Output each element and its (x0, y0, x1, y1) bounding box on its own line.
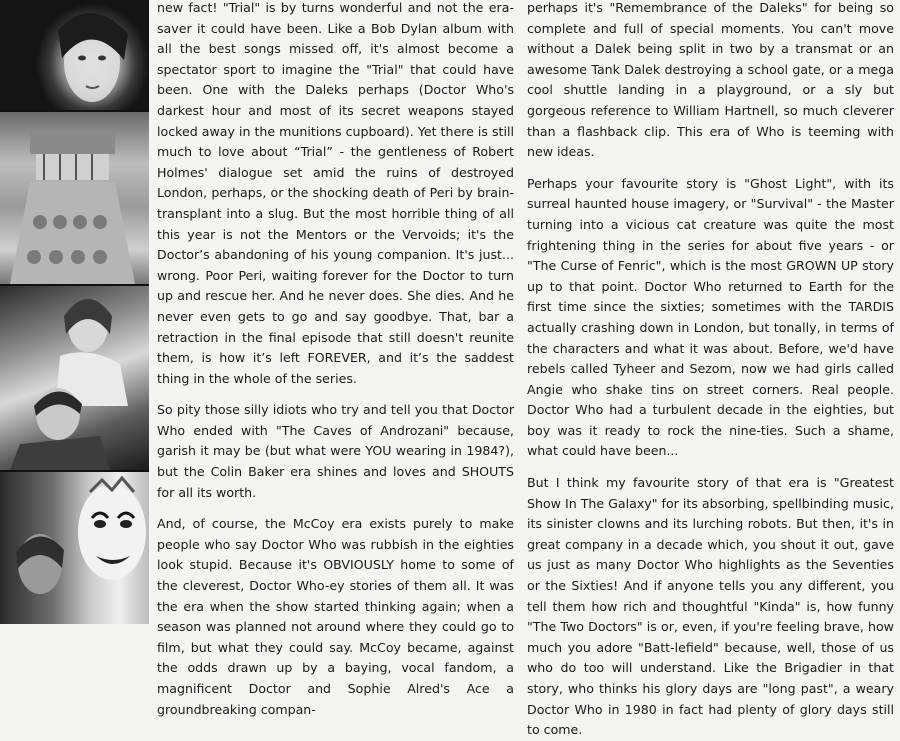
clown-mask-illustration (0, 472, 149, 624)
doctor-and-companion-illustration (0, 286, 149, 470)
dalek-illustration (0, 112, 149, 284)
clown-mask-photo (0, 472, 149, 624)
paragraph: And, of course, the McCoy era exists purely to make people who say Doctor Who was rubbish in the eighties look stupid. Because it's OBVIOUSLY home to some of the cleverest, Doctor Who-ey stories of them all. It was the era when the show started thinking again; when a season was planned not around where they could go to film, but what they could say. McCoy became, against the odds drawn up by a baying, vocal fandom, a magnificent Doctor and Sophie Alred's Ace a groundbreaking compan- (157, 516, 514, 717)
photo-strip (0, 0, 149, 624)
woman-portrait-photo (0, 0, 149, 110)
woman-portrait-illustration (0, 0, 149, 110)
paragraph: But I think my favourite story of that era is "Greatest Show In The Galaxy" for its absorbing, spellbinding music, its sinister clowns and its lurching robots. But then, it's in great company in a decade which, you shout it out, gave us just as many Doctor Who highlights as the Seventies or the Sixties! And if anyone tells you any different, you tell them how rich and thoughtful "Kinda" is, how funny "The Two Doctors" is or, even, if you're feeling brave, how much you adore "Batt-lefield" because, well, those of us who do too will understand. Like the Brigadier in that story, who thinks his glory days are "long past", a weary Doctor Who in 1980 in fact had plenty of glory days still to come. (527, 475, 894, 738)
paragraph: So pity those silly idiots who try and tell you that Doctor Who ended with "The Caves of Androzani" because, garish it may be (but what were YOU wearing in 1984?), but the Colin Baker era shines and loves and SHOUTS for all its worth. (157, 402, 514, 500)
paragraph: perhaps it's "Remembrance of the Daleks" for being so complete and full of special moments. You can't move without a Dalek being split in two by a transmat or an awesome Tank Dalek destroying a school gate, or a mega cool shuttle landing in a playground, or a sly but gorgeous reference to William Hartnell, so much cleverer than a flashback clip. This era of Who is teeming with new ideas. (527, 0, 894, 160)
paragraph: Perhaps your favourite story is "Ghost Light", with its surreal haunted house imagery, or "Survival" - the Master turning into a vicious cat creature was quite the most frightening thing in the series for about five years - or "The Curse of Fenric", which is the most GROWN UP story up to that point. Doctor Who returned to Earth for the first time since the sixties; sometimes with the TARDIS actually crashing down in London, but tonally, in terms of the characters and what it was about. Before, we'd have rebels called Tyheer and Sezom, now we had girls called Angie who shake tins on street corners. Real people. Doctor Who had a turbulent decade in the eighties, but boy was it ready to rock the nine-ties. Such a shame, what could have been... (527, 175, 894, 459)
paragraph: new fact! "Trial" is by turns wonderful and not the era-saver it could have been. Like a Bob Dylan album with all the best songs missed off, it's almost become a spectator sport to imagine the "Trial" that could have been. One with the Daleks perhaps (Doctor Who's darkest hour and most of its secret weapons stayed locked away in the munitions cupboard). Yet there is still much to love about “Trial” - the gentleness of Robert Holmes' dialogue set amid the ruins of destroyed London, perhaps, or the shocking death of Peri by brain-transplant into a slug. But the most horrible thing of all this year is not the Mentors or the Vervoids; it's the Doctor’s abandoning of his young companion. It's just... wrong. Poor Peri, waiting forever for the Doctor to turn up and rescue her. And he never does. She dies. And he never even gets to go and say goodbye. That, bar a retraction in the final episode that still doesn't reunite them, is how it’s left FOREVER, and it’s the saddest thing in the whole of the series. (157, 0, 514, 386)
article-column-right (527, 0, 894, 741)
doctor-and-companion-photo (0, 286, 149, 470)
article-column-left (157, 0, 514, 720)
dalek-photo (0, 112, 149, 284)
